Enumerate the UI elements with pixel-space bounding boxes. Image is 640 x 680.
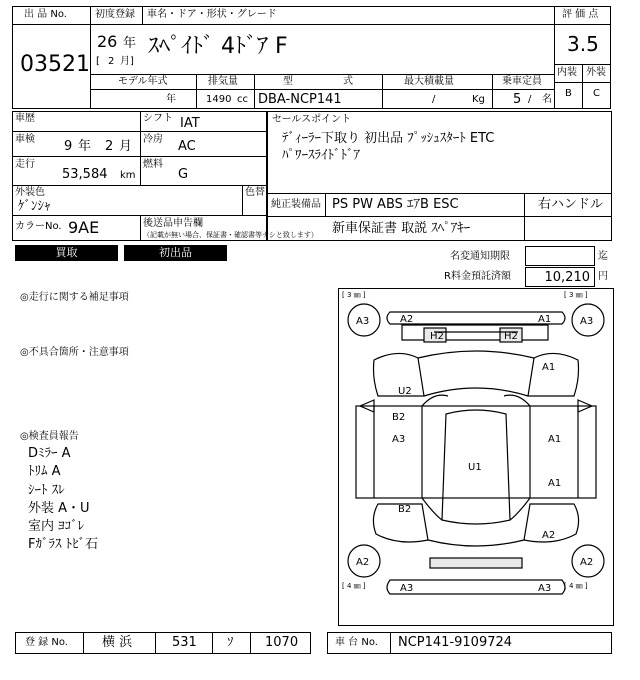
lot-no-label: 出 品 No. <box>24 9 67 20</box>
rear-door-right-grade: A1 <box>548 478 562 489</box>
displacement: 1490 <box>206 94 232 105</box>
mileage-label: 走行 <box>15 159 35 170</box>
front-fender-right-grade: A1 <box>542 362 556 373</box>
tire-front-left-grade: A3 <box>356 316 370 327</box>
color-change-label: 色替 <box>245 187 265 198</box>
rear-bumper-right-grade: A3 <box>538 583 552 594</box>
front-door-left-grade: A3 <box>392 434 406 445</box>
max-load-unit: Kg <box>472 94 485 105</box>
shift: IAT <box>180 116 200 131</box>
car-name: ｽﾍﾟｲﾄﾞ 4ﾄﾞｱ F <box>148 34 288 59</box>
reg-number: 1070 <box>265 635 299 650</box>
quarter-right-grade: A2 <box>542 530 556 541</box>
ac-label: 冷房 <box>143 134 163 145</box>
sales-line-2: ﾊﾟﾜｰｽﾗｲﾄﾞﾄﾞｱ <box>282 148 360 163</box>
reg-kana: ｿ <box>227 635 234 650</box>
recycle-label: R料金預託済額 <box>444 271 511 282</box>
tire-rear-left-grade: A2 <box>356 557 370 568</box>
equipment: PS PW ABS ｴｱB ESC <box>332 197 459 212</box>
buy-badge: 買取 <box>15 245 118 261</box>
model-type: DBA-NCP141 <box>258 92 342 107</box>
displacement-label: 排気量 <box>208 76 238 87</box>
max-load-label: 最大積載量 <box>404 76 454 87</box>
exterior-label: 外装 <box>586 67 606 78</box>
model-year-unit: 年 <box>166 94 176 105</box>
equip-label: 純正装備品 <box>271 199 321 210</box>
tread-rear-left: [ 4 ㎜ ] <box>342 582 366 590</box>
inspector-item-2: ﾄﾘﾑ A <box>28 464 61 479</box>
reg-label: 登 録 No. <box>25 637 68 648</box>
color: ｹﾞﾝｼｬ <box>18 199 51 214</box>
inspection-label: 車検 <box>15 134 35 145</box>
inspection-year: 9 <box>64 139 73 154</box>
reg-month-unit: 月] <box>120 56 134 67</box>
docs-label: 後送品申告欄 <box>143 218 203 229</box>
model-label: 車名・ドア・形状・グレード <box>147 9 277 20</box>
inspection-month-unit: 月 <box>119 139 133 154</box>
headlamp-right-grade: H2 <box>504 331 518 342</box>
inspector-item-5: 室内 ﾖｺﾞﾚ <box>28 519 85 534</box>
front-door-right-grade: A1 <box>548 434 562 445</box>
car-damage-diagram <box>338 288 614 626</box>
exterior-grade: C <box>593 88 600 99</box>
headlamp-left-grade: H2 <box>430 331 444 342</box>
displacement-unit: cc <box>237 94 248 105</box>
history-label: 車歴 <box>15 113 35 124</box>
warranty: 新車保証書 取説 ｽﾍﾟｱｷｰ <box>332 221 471 236</box>
reg-year-unit: 年 <box>123 36 137 51</box>
inspector-header: ◎検査員報告 <box>20 431 79 442</box>
front-bumper-right-grade: A1 <box>538 314 552 325</box>
inspector-item-4: 外装 A・U <box>28 501 90 516</box>
interior-label: 内装 <box>557 67 577 78</box>
reg-city: 横 浜 <box>102 635 133 650</box>
color-label: 外装色 <box>15 187 45 198</box>
mileage-unit: km <box>120 170 136 181</box>
mileage: 53,584 <box>62 167 108 182</box>
rear-bumper-left-grade: A3 <box>400 583 414 594</box>
capacity-label: 乗車定員 <box>502 76 542 87</box>
fuel-label: 燃料 <box>143 159 163 170</box>
type-label: 型 式 <box>283 76 353 87</box>
shift-label: シフト <box>143 113 173 124</box>
max-load-slash: / <box>432 94 436 105</box>
roof-grade: U1 <box>468 462 482 473</box>
first-reg-label: 初度登録 <box>95 9 135 20</box>
tire-front-right-grade: A3 <box>580 316 594 327</box>
quarter-left-grade: B2 <box>398 504 412 515</box>
chassis-number: NCP141-9109724 <box>398 635 513 650</box>
sales-label: セールスポイント <box>272 114 352 125</box>
first-listing-badge: 初出品 <box>124 245 227 261</box>
reg-year: 26 <box>97 32 118 51</box>
grade-label: 評 価 点 <box>562 9 599 20</box>
tread-rear-right: [ 4 ㎜ ] <box>564 582 588 590</box>
capacity-slash: / <box>528 94 532 105</box>
reg-month: 2 <box>108 56 115 67</box>
tire-rear-right-grade: A2 <box>580 557 594 568</box>
reg-class: 531 <box>172 635 197 650</box>
pillar-left-grade: U2 <box>398 386 412 397</box>
front-bumper-left-grade: A2 <box>400 314 414 325</box>
docs-note: （記載が無い場合、保証書・確認書等ナシと致します） <box>143 231 318 239</box>
recycle-value: 10,210 <box>544 270 590 285</box>
lot-no: 03521 <box>20 52 90 77</box>
capacity-unit: 名 <box>542 94 552 105</box>
tread-front-left: [ 3 ㎜ ] <box>342 291 366 299</box>
ac: AC <box>178 139 196 154</box>
grade: 3.5 <box>567 32 599 56</box>
recycle-unit: 円 <box>598 271 608 282</box>
inspection-month: 2 <box>105 139 114 154</box>
reg-month-open: [ <box>96 56 100 67</box>
drive-side: 右ハンドル <box>538 197 604 212</box>
driving-notes-header: ◎走行に関する補足事項 <box>20 292 129 303</box>
color-no-label: カラーNo. <box>15 221 62 232</box>
model-year-label: モデル年式 <box>118 76 168 87</box>
deadline-label: 名変通知期限 <box>450 251 510 262</box>
interior-grade: B <box>565 88 572 99</box>
chassis-label: 車 台 No. <box>335 637 378 648</box>
deadline-unit: 迄 <box>598 251 608 262</box>
recycle-value-box <box>525 267 595 287</box>
defects-header: ◎不具合箇所・注意事項 <box>20 347 129 358</box>
tread-front-right: [ 3 ㎜ ] <box>564 291 588 299</box>
front-door-left-top-grade: B2 <box>392 412 406 423</box>
color-no: 9AE <box>68 218 100 237</box>
inspector-item-3: ｼｰﾄ ｽﾚ <box>28 483 65 498</box>
deadline-value-box <box>525 246 595 266</box>
inspector-item-1: Dﾐﾗｰ A <box>28 446 71 461</box>
inspector-item-6: Fｶﾞﾗｽ ﾄﾋﾞ石 <box>28 537 99 552</box>
inspection-year-unit: 年 <box>78 139 92 154</box>
capacity: 5 <box>513 92 522 107</box>
sales-line-1: ﾃﾞｨｰﾗｰ下取り 初出品 ﾌﾟｯｼｭｽﾀｰﾄ ETC <box>282 131 495 146</box>
fuel: G <box>178 167 189 182</box>
